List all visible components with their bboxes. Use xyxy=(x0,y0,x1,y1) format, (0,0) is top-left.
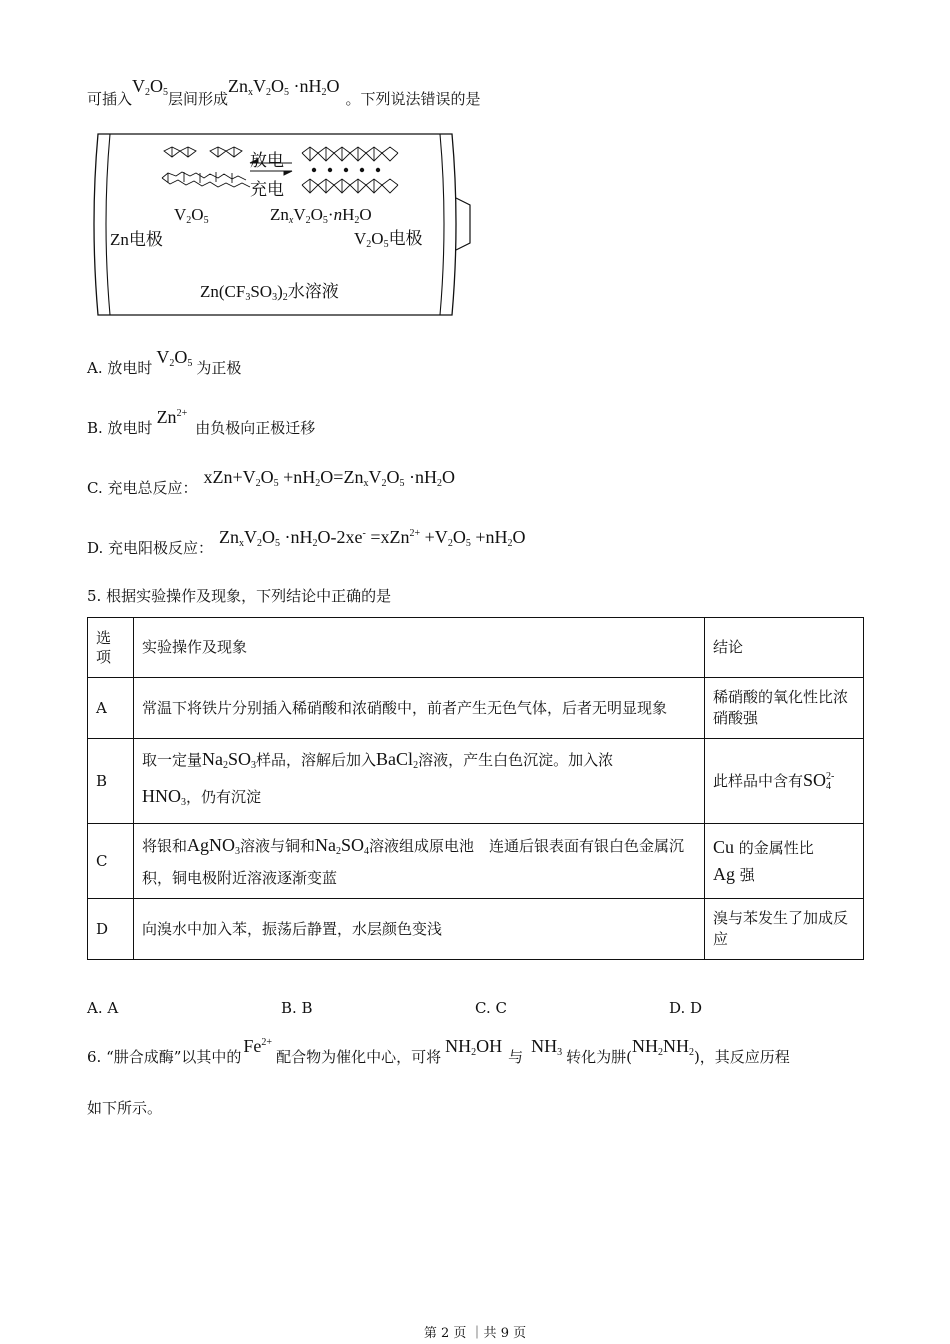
q5-choice-c: C. C xyxy=(475,999,507,1017)
q5-table xyxy=(87,617,864,960)
row-a-option: A xyxy=(88,678,134,739)
option-b-formula: $Zn^{2+}$ xyxy=(156,407,188,427)
row-d-operation: 向溴水中加入苯，振荡后静置，水层颜色变浅 xyxy=(134,899,705,960)
option-c xyxy=(87,467,455,499)
option-c-label: C. 充电总反应： xyxy=(87,479,198,497)
table-row xyxy=(88,739,864,824)
v2o5-electrode-label: $V_2O_5$电极 xyxy=(354,229,423,250)
option-d xyxy=(87,527,526,559)
header-operation: 实验操作及现象 xyxy=(134,618,705,678)
option-a-formula: $V_2O_5$ xyxy=(156,347,193,369)
znv2o5-formula: $Zn_xV_2O_5 \cdot nH_2O$ xyxy=(228,76,340,98)
zn-ions-icon xyxy=(312,168,380,172)
row-d-option: D xyxy=(88,899,134,960)
q5-choice-b: B. B xyxy=(281,999,313,1017)
q5-choice-d: D. D xyxy=(669,999,703,1017)
table-row xyxy=(88,678,864,739)
option-b-label: B. 放电时 xyxy=(87,419,153,437)
znv2o5-lattice-icon xyxy=(302,147,398,193)
option-b xyxy=(87,407,316,438)
right-species-label: $Zn_xV_2O_5\cdot nH_2O$ xyxy=(270,205,372,226)
row-c-conclusion: Cu 的金属性比 Ag 强 xyxy=(705,824,864,899)
charge-label: 充电 xyxy=(250,180,284,199)
v2o5-formula: $V_2O_5$ xyxy=(132,76,169,98)
row-a-operation: 常温下将铁片分别插入稀硝酸和浓硝酸中，前者产生无色气体，后者无明显现象 xyxy=(134,678,705,739)
header-conclusion: 结论 xyxy=(705,618,864,678)
table-row xyxy=(88,899,864,960)
option-b-tail: 由负极向正极迁移 xyxy=(195,419,316,437)
option-a xyxy=(87,347,242,379)
table-header-row xyxy=(88,618,864,678)
q5-choice-a: A. A xyxy=(87,999,119,1017)
row-b-operation: 取一定量$Na_2SO_3$样品，溶解后加入BaCl$_2$溶液，产生白色沉淀。加入浓 $HNO_3$，仍有沉淀 xyxy=(134,739,705,824)
electrolyte-label: $Zn(CF_3SO_3)_2$水溶液 xyxy=(200,282,339,303)
q5-stem: 5. 根据实验操作及现象，下列结论中正确的是 xyxy=(87,587,392,605)
intro-text-2: 层间形成 xyxy=(168,90,229,108)
intro-text-3: 。下列说法错误的是 xyxy=(345,90,481,108)
row-d-conclusion: 溴与苯发生了加成反应 xyxy=(705,899,864,960)
row-c-operation: 将银和AgNO$_3$溶液与铜和$Na_2SO_4$溶液组成原电池 连通后银表面有银白色金属沉积，铜电极附近溶液逐渐变蓝 xyxy=(134,824,705,899)
option-d-label: D. 充电阳极反应： xyxy=(87,539,214,557)
q6-line2: 如下所示。 xyxy=(87,1099,163,1117)
option-a-label: A. 放电时 xyxy=(87,359,153,377)
table-row xyxy=(88,824,864,899)
zn-electrode-label: Zn电极 xyxy=(110,230,163,249)
header-option: 选 项 xyxy=(88,618,134,678)
intro-text-1: 可插入 xyxy=(87,90,133,108)
row-c-option: C xyxy=(88,824,134,899)
row-b-conclusion: 此样品中含有SO2- 4 xyxy=(705,739,864,824)
intro-line xyxy=(87,76,481,110)
page-footer: 第 2 页 ｜共 9 页 xyxy=(423,1326,527,1341)
option-d-formula: $Zn_xV_2O_5 \cdot nH_2O-2xe^- =xZn^{2+} +V_2O_5 +nH_2O$ xyxy=(219,527,526,549)
option-c-formula: $xZn+V_2O_5 +nH_2O=Zn_xV_2O_5 \cdot nH_2O$ xyxy=(203,467,455,489)
discharge-label: 放电 xyxy=(250,151,284,170)
row-b-option: B xyxy=(88,739,134,824)
q6-stem: 6. “肼合成酶”以其中的$Fe^{2+}$配合物为催化中心，可将$NH_2OH$与$NH_3$ 转化为肼$(NH_2NH_2)$，其反应历程 xyxy=(87,1036,790,1066)
left-species-label: $V_2O_5$ xyxy=(174,205,209,226)
option-a-tail: 为正极 xyxy=(196,359,242,377)
row-a-conclusion: 稀硝酸的氧化性比浓硝酸强 xyxy=(705,678,864,739)
battery-diagram xyxy=(92,133,462,315)
v2o5-lattice-icon xyxy=(162,147,250,187)
